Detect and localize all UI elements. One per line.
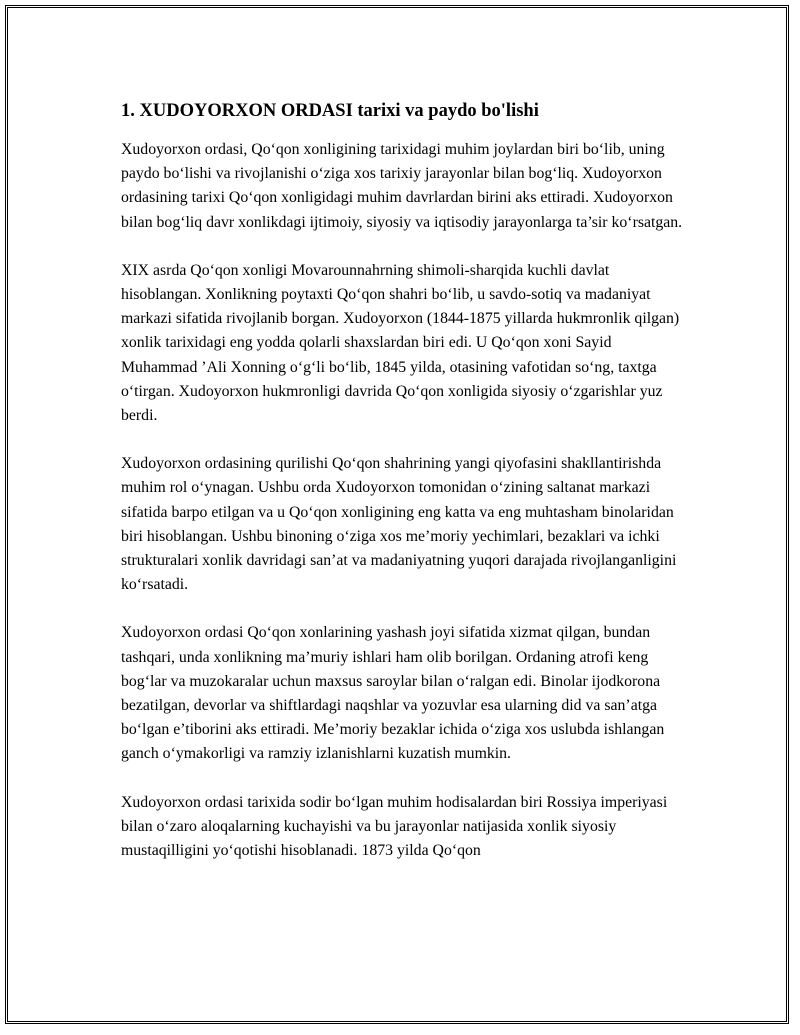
paragraph-4: Xudoyorxon ordasi Qo‘qon xonlarining yashash joyi sifatida xizmat qilgan, bundan tashqari, unda xonlikning ma’muriy ishlari ham olib borilgan. Ordaning atrofi keng bog‘lar va muzokaralar uchun maxsus saroylar bilan o‘ralgan edi. Binolar ijodkorona bezatilgan, devorlar va shiftlardagi naqshlar va yozuvlar esa ularning did va san’atga bo‘lgan e’tiborini aks ettiradi. Me’moriy bezaklar ichida o‘ziga xos uslubda ishlangan ganch o‘ymakorligi va ramziy izlanishlarni kuzatish mumkin. xyxy=(121,624,665,763)
document-title: 1. XUDOYORXON ORDASI tarixi va paydo bo'lishi xyxy=(121,101,539,121)
paragraph-5: Xudoyorxon ordasi tarixida sodir bo‘lgan muhim hodisalardan biri Rossiya imperiyasi bilan o‘zaro aloqalarning kuchayishi va bu jarayonlar natijasida xonlik siyosiy mustaqilligini yo‘qotishi hisoblanadi. 1873 yilda Qo‘qon xyxy=(121,793,668,860)
paragraph-3: Xudoyorxon ordasining qurilishi Qo‘qon shahrining yangi qiyofasini shakllantirishda muhim rol o‘ynagan. Ushbu orda Xudoyorxon tomonidan o‘zining saltanat markazi sifatida barpo etilgan va u Qo‘qon xonligining eng katta va eng muhtasham binolaridan biri hisoblangan. Ushbu binoning o‘ziga xos me’moriy yechimlari, bezaklari va ichki strukturalari xonlik davridagi san’at va madaniyatning yuqori darajada rivojlanganligini ko‘rsatadi. xyxy=(121,455,677,594)
paragraph-2: XIX asrda Qo‘qon xonligi Movarounnahrning shimoli-sharqida kuchli davlat hisoblangan. Xonlikning poytaxti Qo‘qon shahri bo‘lib, u savdo-sotiq va madaniyat markazi sifatida rivojlanib borgan. Xudoyorxon (1844-1875 yillarda hukmronlik qilgan) xonlik tarixidagi eng yodda qolarli shaxslardan biri edi. U Qo‘qon xoni Sayid Muhammad ’Ali Xonning o‘g‘li bo‘lib, 1845 yilda, otasining vafotidan so‘ng, taxtga o‘tirgan. Xudoyorxon hukmronligi davrida Qo‘qon xonligida siyosiy o‘zgarishlar yuz berdi. xyxy=(121,261,680,425)
document-body xyxy=(121,98,691,887)
paragraph-1: Xudoyorxon ordasi, Qo‘qon xonligining tarixidagi muhim joylardan biri bo‘lib, uning paydo bo‘lishi va rivojlanishi o‘ziga xos tarixiy jarayonlar bilan bog‘liq. Xudoyorxon ordasining tarixi Qo‘qon xonligidagi muhim davrlardan birini aks ettiradi. Xudoyorxon bilan bog‘liq davr xonlikdagi ijtimoiy, siyosiy va iqtisodiy jarayonlarga ta’sir ko‘rsatgan. xyxy=(121,141,683,231)
document-page xyxy=(5,5,789,1024)
